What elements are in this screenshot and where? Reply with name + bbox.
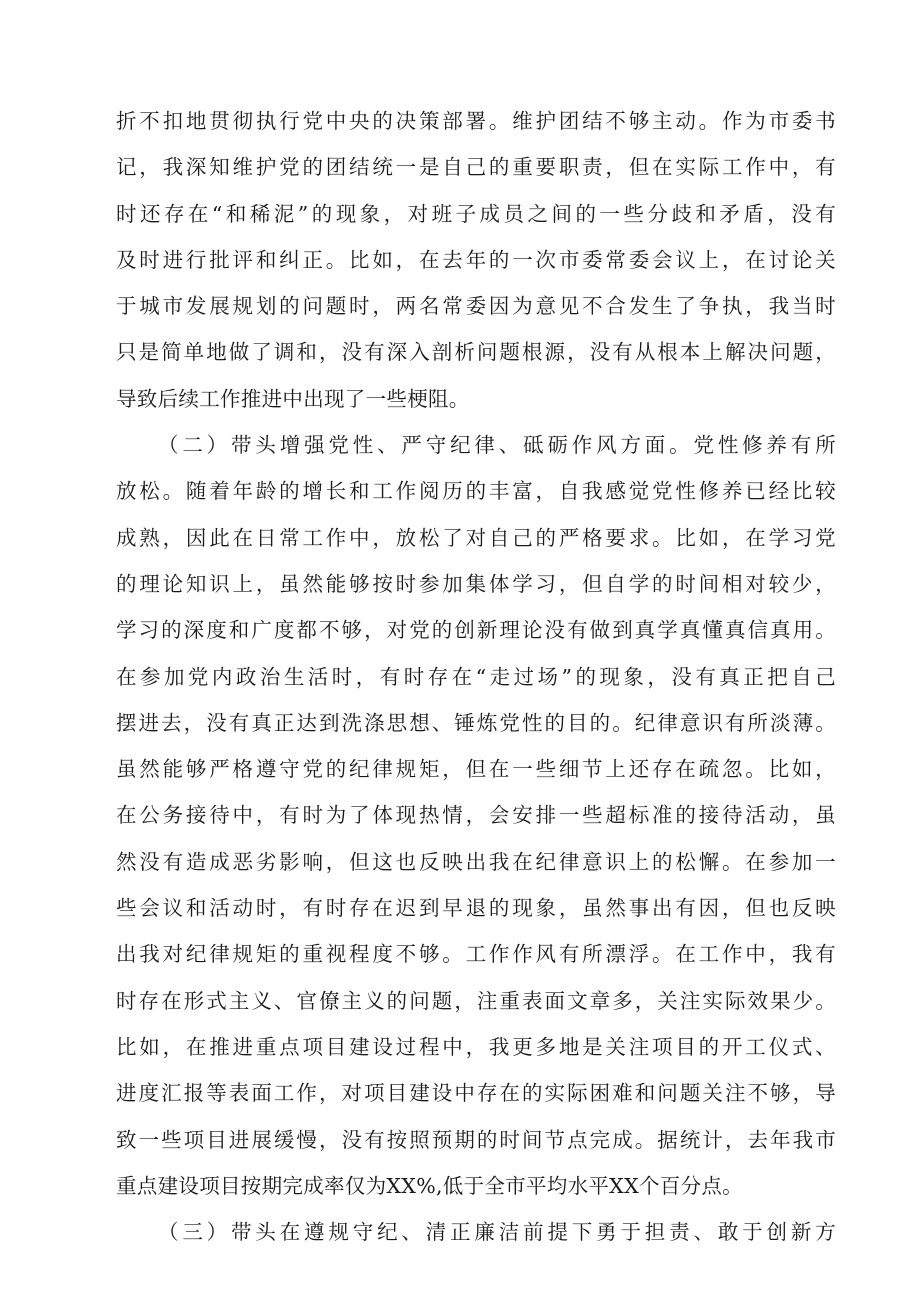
text-line: 及时进行批评和纠正。比如，在去年的一次市委常委会议上，在讨论关: [116, 247, 836, 272]
text-line: 出我对纪律规矩的重视程度不够。工作作风有所漂浮。在工作中，我有: [116, 942, 836, 967]
text-line: 只是简单地做了调和，没有深入剖析问题根源，没有从根本上解决问题，: [116, 340, 836, 365]
section-heading-line: （二）带头增强党性、严守纪律、砥砺作风方面。党性修养有所: [158, 433, 836, 458]
body-text: [116, 98, 836, 1255]
text-line: 进度汇报等表面工作，对项目建设中存在的实际困难和问题关注不够，导: [116, 1081, 836, 1106]
text-line: 的理论知识上，虽然能够按时参加集体学习，但自学的时间相对较少，: [116, 571, 836, 596]
text-line: 成熟，因此在日常工作中，放松了对自己的严格要求。比如，在学习党: [116, 525, 836, 550]
text-line: 折不扣地贯彻执行党中央的决策部署。维护团结不够主动。作为市委书: [116, 109, 836, 133]
text-line: 记，我深知维护党的团结统一是自己的重要职责，但在实际工作中，有: [116, 155, 836, 180]
text-line: 学习的深度和广度都不够，对党的创新理论没有做到真学真懂真信真用。: [116, 618, 836, 643]
text-line: 导致后续工作推进中出现了一些梗阻。: [116, 386, 470, 411]
text-line: 在参加党内政治生活时，有时存在“走过场”的现象，没有真正把自己: [116, 664, 836, 689]
text-line: 虽然能够严格遵守党的纪律规矩，但在一些细节上还存在疏忽。比如，: [116, 757, 836, 782]
text-line: 然没有造成恶劣影响，但这也反映出我在纪律意识上的松懈。在参加一: [116, 849, 836, 874]
text-line: 重点建设项目按期完成率仅为XX%,低于全市平均水平XX个百分点。: [116, 1173, 743, 1198]
text-line: 比如，在推进重点项目建设过程中，我更多地是关注项目的开工仪式、: [116, 1034, 836, 1059]
text-line: 时存在形式主义、官僚主义的问题，注重表面文章多，关注实际效果少。: [116, 988, 836, 1013]
section-heading-line: （三）带头在遵规守纪、清正廉洁前提下勇于担责、敢于创新方: [158, 1220, 836, 1245]
text-line: 在公务接待中，有时为了体现热情，会安排一些超标准的接待活动，虽: [116, 803, 836, 828]
text-line: 于城市发展规划的问题时，两名常委因为意见不合发生了争执，我当时: [116, 294, 836, 319]
text-line: 放松。随着年龄的增长和工作阅历的丰富，自我感觉党性修养已经比较: [116, 479, 836, 504]
text-line: 些会议和活动时，有时存在迟到早退的现象，虽然事出有因，但也反映: [116, 896, 836, 921]
text-line: 摆进去，没有真正达到洗涤思想、锤炼党性的目的。纪律意识有所淡薄。: [116, 710, 836, 735]
text-line: 时还存在“和稀泥”的现象，对班子成员之间的一些分歧和矛盾，没有: [116, 201, 836, 226]
text-line: 致一些项目进展缓慢，没有按照预期的时间节点完成。据统计，去年我市: [116, 1127, 836, 1152]
